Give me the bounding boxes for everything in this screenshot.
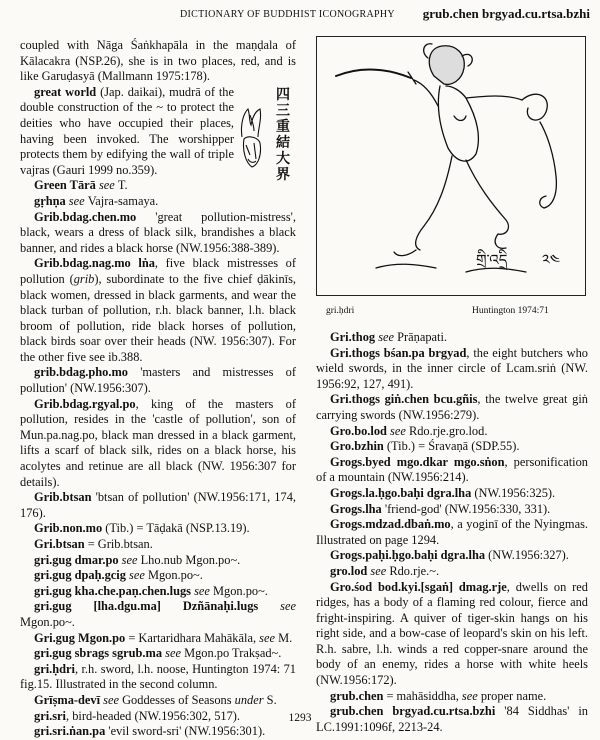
- figure-source: Huntington 1974:71: [472, 306, 549, 316]
- entry: gri.gug kha.che.paṇ.chen.lugs see Mgon.po~.: [34, 583, 268, 598]
- entry: Grīṣma-devī see Goddesses of Seasons under S.: [34, 692, 277, 707]
- figure-number: ༢༤: [542, 251, 561, 269]
- entry: Grib.bdag.chen.mo 'great pollution-mistress', black, wears a dress of black silk, brandishes a black banner, and rides a black horse (NW.1956:388-389).: [20, 209, 296, 255]
- entry: Grib.non.mo (Tib.) = Tāḍakā (NSP.13.19).: [34, 521, 250, 536]
- deity-illustration: [316, 36, 586, 296]
- entry: gro.lod see Rdo.rje.~.: [330, 563, 440, 578]
- entry-great-world: great world (Jap. daikai), mudrā of the double construction of the ~ to protect the deities who have occupied their places, having been invoked. The worshipper protects them by edifying the wall of triple vajras (Gauri 1999 no.359). 四三重結大界: [20, 85, 296, 179]
- entry: Grogs.lha 'friend-god' (NW.1956:330, 331).: [330, 501, 551, 516]
- entry: Gro.śod bod.kyi.[sgaṅ] dmag.rje, dwells on red ridges, has a body of a flaming red colour, fierce and fright-inspiring. A quiver of tiger-skin hangs on his right side, and a bow-case of leopard's skin on his left. R.h. sabre, l.h. winds a red copper-snare around the body of an enemy, rides a horse with white heels (NW.1956:172).: [316, 579, 588, 688]
- entry: Grib.bdag.rgyal.po, king of the masters of pollution, resides in the 'castle of pollution', son of Mun.pa.nag.po, black man dressed in a black garment, lifts a scarf of black silk, rides on a black horse, his acolytes and retinue are all black (NW. 1956:307 for details).: [20, 396, 296, 489]
- figure-caption: gri.ḥdri: [326, 306, 355, 316]
- entry: Grogs.byed mgo.dkar mgo.sṅon, personification of a mountain (NW.1956:214).: [316, 454, 588, 485]
- running-title: DICTIONARY OF BUDDHIST ICONOGRAPHY: [180, 9, 395, 20]
- entry: gri.gug [lha.dgu.ma] Dzñānaḥi.lugs see Mgon.po~.: [20, 599, 296, 629]
- entry: Gri.thog see Prāṇapati.: [330, 330, 448, 344]
- header-headword: grub.chen brgyad.cu.rtsa.bzhi: [422, 6, 590, 21]
- entry: gri.ḥdri, r.h. sword, l.h. noose, Huntington 1974: 71 fig.15. Illustrated in the second column.: [20, 661, 296, 692]
- entry: grub.chen = mahāsiddha, see proper name.: [330, 688, 547, 703]
- entry: Gri.btsan = Grib.btsan.: [34, 537, 153, 551]
- entry: Gri.thogs bśan.pa brgyad, the eight butchers who wield swords, in the inner circle of Lcam.sriṅ (NW. 1956:92, 127, 491).: [316, 345, 588, 391]
- page-header: [10, 4, 590, 24]
- entry: grub.chen brgyad.cu.rtsa.bzhi '84 Siddhas' in LC.1991:1096f, 2213-24.: [316, 704, 589, 734]
- page-number: 1293: [288, 712, 312, 724]
- entry: Grib.bdag.nag.mo lṅa, five black mistresses of pollution (grib), subordinate to the five chief ḍākinīs, black women, dressed in black garments, and wear the black turban of pollution, r.h. black banner, l.h. black broom of pollution, ride black horses of pollution, black birds soar over their heads (NW. 1956:307). For the other five see ib.388.: [20, 256, 296, 364]
- entry: grib.bdag.pho.mo 'masters and mistresses of pollution' (NW.1956:307).: [20, 365, 296, 396]
- entry: Gri.thogs giṅ.chen bcu.gñis, the twelve great giṅ carrying swords (NW.1956:279).: [316, 392, 589, 422]
- left-column: [20, 38, 296, 740]
- entry-headword: great world: [34, 84, 97, 99]
- entry: Gri.gug Mgon.po = Kartaridhara Mahākāla, see M.: [34, 630, 293, 645]
- entry: Gro.bo.lod see Rdo.rje.gro.lod.: [330, 423, 488, 438]
- entry: gri.sri.ṅan.pa 'evil sword-sri' (NW.1956:301).: [34, 724, 266, 739]
- entry: gṛhṇa see Vajra-samaya.: [34, 193, 159, 208]
- right-column: [316, 330, 588, 735]
- entry: Gro.bzhin (Tib.) = Śravaṇā (SDP.55).: [330, 439, 520, 454]
- entry: gri.gug sbrags sgrub.ma see Mgon.po Trakṣad~.: [34, 646, 282, 661]
- entry: Grogs.la.ḥgo.baḥi dgra.lha (NW.1956:325).: [330, 485, 556, 500]
- entry: gri.sri, bird-headed (NW.1956:302, 517).: [34, 708, 241, 723]
- entry: Grib.btsan 'btsan of pollution' (NW.1956:171, 174, 176).: [20, 490, 296, 520]
- mudra-illustration: [236, 85, 298, 260]
- entry: gri.gug dpaḥ.gcig see Mgon.po~.: [34, 568, 203, 583]
- entry: gri.gug dmar.po see Lho.nub Mgon.po~.: [34, 552, 241, 567]
- tibetan-inscription: གྲི་འདྲི: [476, 251, 508, 269]
- entry: Green Tārā see T.: [34, 178, 128, 193]
- entry: Grogs.mdzad.dbaṅ.mo, a yoginī of the Nyingmas. Illustrated on page 1294.: [316, 517, 588, 547]
- japanese-caption: 四三重結大界: [276, 86, 290, 183]
- entry-continuation: coupled with Nāga Śaṅkhapāla in the maṇḍala of Kālacakra (NSP.26), she is in two places, red, and is like Garuḍasyā (Mallmann 1975:178).: [20, 38, 296, 84]
- entry: Grogs.paḥi.ḥgo.baḥi dgra.lha (NW.1956:327).: [330, 548, 569, 563]
